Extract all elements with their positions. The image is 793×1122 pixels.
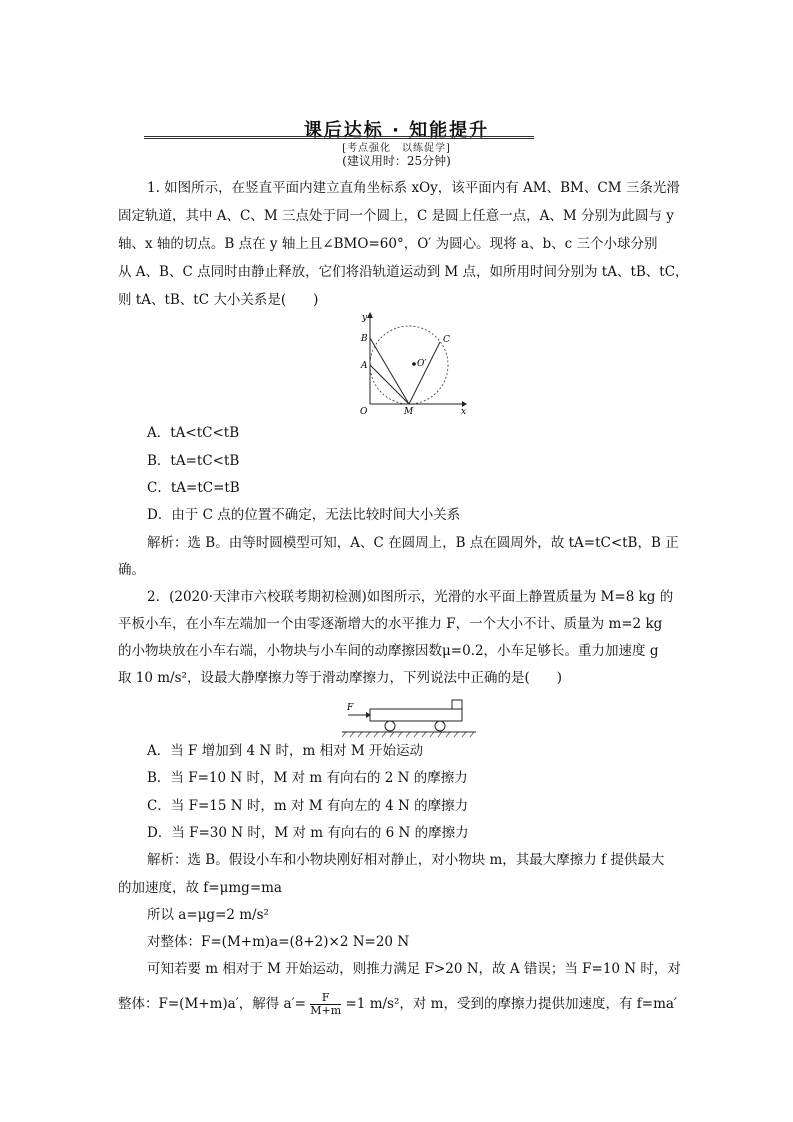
label-a: A (361, 361, 368, 371)
label-m: M (404, 407, 414, 416)
last-line-before: 整体：F=(M+m)a′，解得 a′= (118, 996, 306, 1012)
q1-option-a: A．tA<tC<tB (147, 425, 240, 441)
q1-analysis-line: 确。 (118, 562, 145, 578)
q1-line: 1. 如图所示，在竖直平面内建立直角坐标系 xOy，该平面内有 AM、BM、CM 三条光滑 (147, 180, 680, 196)
dashed-circle (370, 326, 448, 404)
q2-line: 的小物块放在小车右端，小物块与小车间的动摩擦因数μ=0.2，小车足够长。重力加速度 g (118, 643, 659, 659)
q1-option-d: D．由于 C 点的位置不确定，无法比较时间大小关系 (147, 507, 461, 523)
q2-option-a: A．当 F 增加到 4 N 时，m 相对 M 开始运动 (147, 743, 423, 759)
title-rule-top (144, 136, 534, 137)
q2-line: 平板小车，在小车左端加一个由零逐渐增大的水平推力 F，一个大小不计、质量为 m=2 kg (118, 616, 663, 632)
ground-hatch (342, 732, 474, 737)
q1-figure-circle-tracks (358, 308, 468, 416)
q2-option-b: B．当 F=10 N 时，M 对 m 有向右的 2 N 的摩擦力 (147, 770, 468, 786)
section-subtitle: [考点强化 以练促学] (342, 143, 451, 154)
label-center: O′ (417, 359, 427, 369)
q2-analysis-line: 可知若要 m 相对于 M 开始运动，则推力满足 F>20 N，故 A 错误；当 F=10 N 时，对 (147, 961, 681, 977)
fraction-numerator: F (310, 992, 341, 1005)
block-m (452, 700, 462, 709)
q1-line: 轴、x 轴的切点。B 点在 y 轴上且∠BMO=60°，O′ 为圆心。现将 a、b、c 三个小球分别 (118, 236, 658, 252)
track-cm (409, 342, 440, 404)
y-axis-arrow (367, 312, 373, 318)
fraction (310, 992, 341, 1017)
label-f: F (347, 703, 354, 713)
q2-analysis-last-line (118, 992, 677, 1017)
section-title: 课后达标 · 知能提升 (303, 120, 490, 141)
label-c: C (443, 335, 450, 345)
q1-option-c: C．tA=tC=tB (147, 480, 240, 496)
last-line-after: =1 m/s²，对 m，受到的摩擦力提供加速度，有 f=ma′ (345, 996, 677, 1012)
center-point (412, 362, 416, 366)
fraction-denominator: M+m (310, 1004, 342, 1017)
wheel-right (435, 721, 445, 731)
label-o: O (360, 407, 368, 416)
q1-line: 从 A、B、C 点同时由静止释放，它们将沿轨道运动到 M 点，如所用时间分别为 tA、tB、tC， (118, 264, 689, 280)
q1-line: 则 tA、tB、tC 大小关系是( ) (118, 292, 319, 308)
q2-analysis-line: 解析：选 B。假设小车和小物块刚好相对静止，对小物块 m，其最大摩擦力 f 提供最大 (147, 852, 665, 868)
q2-option-d: D．当 F=30 N 时，M 对 m 有向右的 6 N 的摩擦力 (147, 825, 469, 841)
q2-analysis-line: 对整体：F=(M+m)a=(8+2)×2 N=20 N (147, 934, 410, 950)
suggested-time: (建议用时：25分钟) (342, 154, 451, 168)
label-y: y (362, 313, 368, 323)
q2-analysis-line: 所以 a=μg=2 m/s² (147, 907, 269, 923)
cart-body (370, 709, 462, 721)
q2-line: 取 10 m/s²，设最大静摩擦力等于滑动摩擦力，下列说法中正确的是( ) (118, 670, 562, 686)
q2-analysis-line: 的加速度，故 f=μmg=ma (118, 880, 282, 896)
wheel-left (385, 721, 395, 731)
q2-line: 2．(2020·天津市六校联考期初检测)如图所示，光滑的水平面上静置质量为 M=8 kg 的 (147, 589, 674, 605)
q2-option-c: C．当 F=15 N 时，m 对 M 有向左的 4 N 的摩擦力 (147, 798, 469, 814)
q2-figure-cart (340, 698, 480, 738)
q1-line: 固定轨道，其中 A、C、M 三点处于同一个圆上，C 是圆上任意一点，A、M 分别为此圆与 y (118, 208, 674, 224)
label-b: B (361, 334, 368, 344)
q1-analysis-line: 解析：选 B。由等时圆模型可知，A、C 在圆周上，B 点在圆周外，故 tA=tC<tB，B 正 (147, 535, 679, 551)
label-x: x (461, 407, 467, 416)
q1-option-b: B．tA=tC<tB (147, 453, 240, 469)
